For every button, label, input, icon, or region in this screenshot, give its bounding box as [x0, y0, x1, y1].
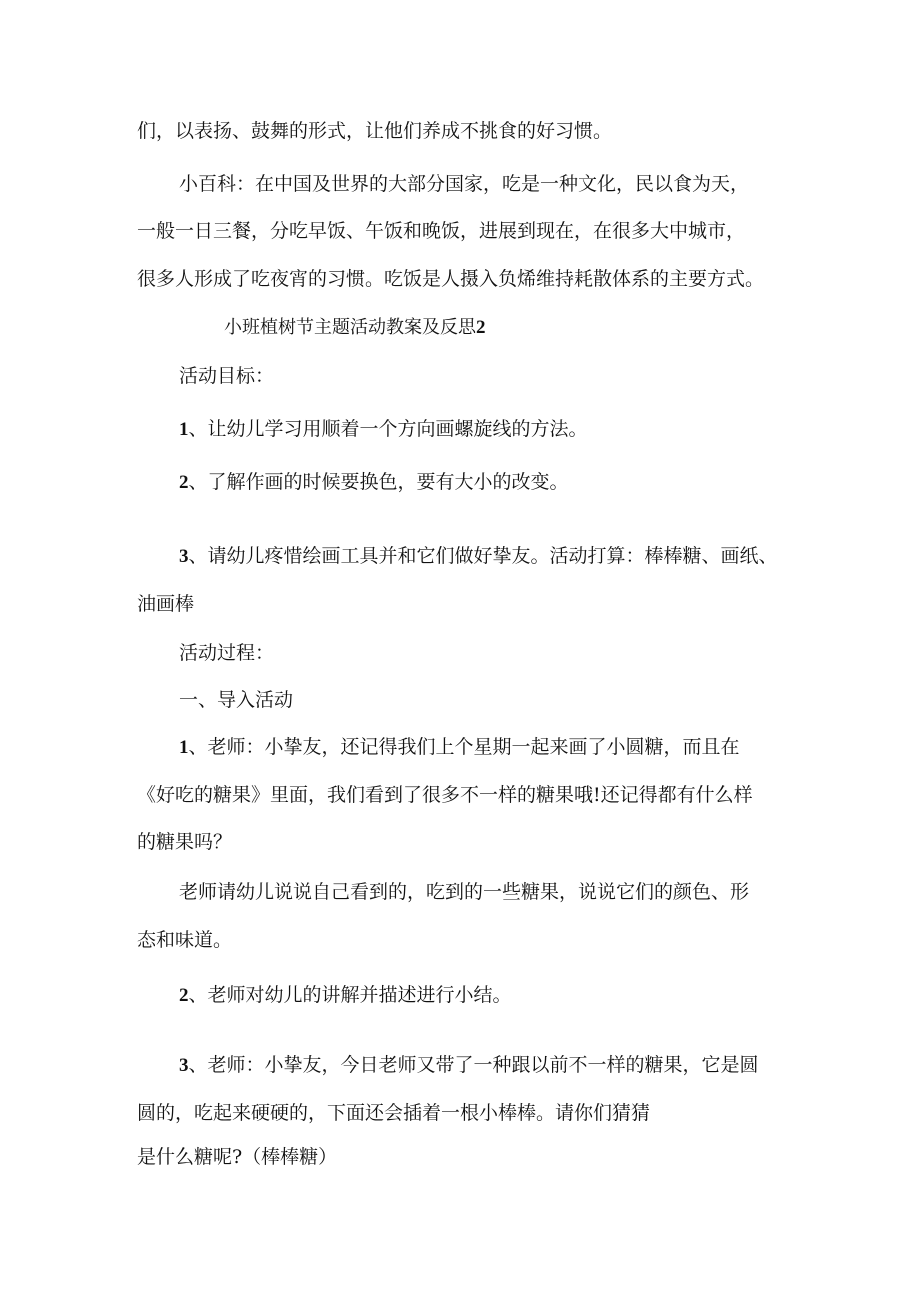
part-one-heading: 一、导入活动 — [179, 689, 294, 711]
step-3 — [179, 1053, 759, 1078]
encyclopedia-line-3: 很多人形成了吃夜宵的习惯。吃饭是人摄入负烯维持耗散体系的主要方式。 — [137, 268, 765, 290]
process-heading: 活动过程： — [179, 642, 275, 664]
goal-item-3-continuation: 油画棒 — [137, 593, 195, 615]
section-title-text: 小班植树节主题活动教案及反思 — [224, 317, 476, 338]
step-number: 1 — [179, 737, 189, 758]
step-number: 3 — [179, 1055, 189, 1076]
goal-number: 3 — [179, 546, 189, 567]
goal-text: 、了解作画的时候要换色，要有大小的改变。 — [188, 471, 569, 493]
teacher-prompt-line-2: 态和味道。 — [137, 929, 233, 951]
step-1-continuation-1: 《好吃的糖果》里面，我们看到了很多不一样的糖果哦!还记得都有什么样 — [137, 784, 753, 806]
goal-item-1 — [179, 417, 588, 442]
step-text: 、老师对幼儿的讲解并描述进行小结。 — [188, 984, 512, 1006]
step-1-continuation-2: 的糖果吗？ — [137, 831, 233, 853]
goal-text: 、请幼儿疼惜绘画工具并和它们做好挚友。活动打算：棒棒糖、画纸、 — [188, 545, 778, 567]
step-3-continuation-2: 是什么糖呢?（棒棒糖） — [137, 1146, 338, 1168]
intro-paragraph-end: 们，以表扬、鼓舞的形式，让他们养成不挑食的好习惯。 — [137, 120, 613, 142]
encyclopedia-line-2: 一般一日三餐，分吃早饭、午饭和晚饭，进展到现在，在很多大中城市， — [137, 220, 746, 242]
goal-number: 2 — [179, 472, 189, 493]
goal-item-3 — [179, 544, 778, 569]
goal-item-2 — [179, 470, 569, 495]
goal-number: 1 — [179, 419, 189, 440]
goal-text: 、让幼儿学习用顺着一个方向画螺旋线的方法。 — [188, 418, 588, 440]
step-number: 2 — [179, 985, 189, 1006]
step-3-continuation-1: 圆的，吃起来硬硬的，下面还会插着一根小棒棒。请你们猜猜 — [137, 1102, 651, 1124]
step-text: 、老师：小挚友，今日老师又带了一种跟以前不一样的糖果，它是圆 — [188, 1054, 759, 1076]
step-2 — [179, 983, 512, 1008]
goals-heading: 活动目标： — [179, 365, 275, 387]
section-title — [224, 316, 486, 340]
section-title-number: 2 — [476, 317, 486, 338]
step-text: 、老师：小挚友，还记得我们上个星期一起来画了小圆糖，而且在 — [188, 736, 740, 758]
encyclopedia-line-1: 小百科：在中国及世界的大部分国家，吃是一种文化，民以食为天， — [179, 173, 750, 195]
step-1 — [179, 735, 740, 760]
teacher-prompt-line-1: 老师请幼儿说说自己看到的，吃到的一些糖果，说说它们的颜色、形 — [179, 881, 750, 903]
